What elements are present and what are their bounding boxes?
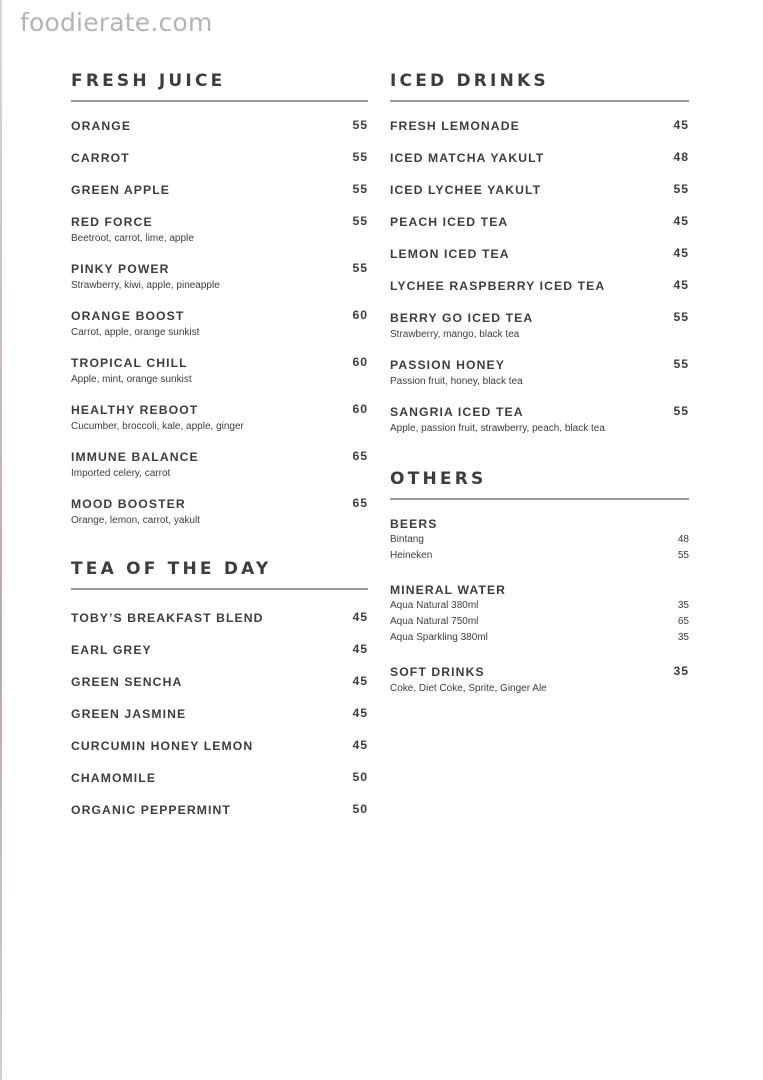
item-price: 55 <box>677 550 689 561</box>
menu-item <box>390 403 689 435</box>
item-price: 55 <box>352 150 368 164</box>
menu-item <box>71 737 368 754</box>
menu-item <box>390 117 689 134</box>
item-name: GREEN SENCHA <box>71 675 183 689</box>
group-title: SOFT DRINKS <box>390 665 485 679</box>
item-name: Heineken <box>390 550 433 561</box>
menu-item <box>71 260 368 292</box>
item-price: 65 <box>352 496 368 510</box>
menu-item <box>390 356 689 388</box>
item-price: 45 <box>352 642 368 656</box>
item-price: 48 <box>677 534 689 545</box>
item-price: 45 <box>352 706 368 720</box>
item-price: 65 <box>677 616 689 627</box>
list-item <box>390 548 689 564</box>
item-name: MOOD BOOSTER <box>71 497 186 511</box>
item-price: 50 <box>352 802 368 816</box>
menu-item <box>390 309 689 341</box>
item-name: TROPICAL CHILL <box>71 356 188 370</box>
mineral-water-group <box>390 581 689 646</box>
item-price: 50 <box>352 770 368 784</box>
menu-item <box>71 705 368 722</box>
item-name: ICED MATCHA YAKULT <box>390 151 545 165</box>
group-title: BEERS <box>390 517 438 531</box>
item-description: Apple, mint, orange sunkist <box>71 374 192 385</box>
item-price: 35 <box>677 600 689 611</box>
menu-item <box>71 448 368 480</box>
menu-item <box>390 181 689 198</box>
group-title: MINERAL WATER <box>390 583 507 597</box>
right-column <box>390 70 689 710</box>
item-price: 65 <box>352 449 368 463</box>
item-name: LEMON ICED TEA <box>390 247 510 261</box>
watermark: foodierate.com <box>20 8 213 37</box>
item-name: PASSION HONEY <box>390 358 505 372</box>
section-title: ICED DRINKS <box>390 71 549 91</box>
section-title: FRESH JUICE <box>71 71 226 91</box>
beers-group <box>390 515 689 564</box>
item-price: 35 <box>673 664 689 678</box>
list-item <box>390 532 689 548</box>
item-name: RED FORCE <box>71 215 153 229</box>
item-price: 55 <box>673 310 689 324</box>
soft-drinks-group <box>390 663 689 695</box>
section-title: OTHERS <box>390 469 487 489</box>
item-description: Beetroot, carrot, lime, apple <box>71 233 194 244</box>
menu-item <box>71 495 368 527</box>
section-divider <box>390 498 689 500</box>
item-price: 45 <box>673 214 689 228</box>
item-price: 45 <box>673 278 689 292</box>
section-title: TEA OF THE DAY <box>71 559 272 579</box>
item-name: HEALTHY REBOOT <box>71 403 199 417</box>
menu-item <box>71 401 368 433</box>
menu-item <box>71 609 368 626</box>
item-name: ORANGE <box>71 119 132 133</box>
menu-item <box>71 149 368 166</box>
page-edge <box>0 0 2 1080</box>
item-price: 55 <box>673 357 689 371</box>
menu-item <box>71 354 368 386</box>
item-name: ORGANIC PEPPERMINT <box>71 803 231 817</box>
item-description: Strawberry, mango, black tea <box>390 329 520 340</box>
menu-item <box>71 801 368 818</box>
item-name: Bintang <box>390 534 424 545</box>
menu-item <box>390 277 689 294</box>
menu-item <box>390 149 689 166</box>
item-price: 55 <box>352 182 368 196</box>
section-divider <box>390 100 689 102</box>
item-name: SANGRIA ICED TEA <box>390 405 524 419</box>
item-description: Passion fruit, honey, black tea <box>390 376 523 387</box>
item-price: 60 <box>352 402 368 416</box>
item-description: Coke, Diet Coke, Sprite, Ginger Ale <box>390 683 547 694</box>
menu-item <box>71 641 368 658</box>
item-name: LYCHEE RASPBERRY ICED TEA <box>390 279 606 293</box>
item-name: TOBY’S BREAKFAST BLEND <box>71 611 264 625</box>
iced-drinks-section <box>390 70 689 435</box>
section-divider <box>71 588 368 590</box>
item-price: 55 <box>673 404 689 418</box>
others-section <box>390 468 689 695</box>
item-price: 55 <box>352 118 368 132</box>
item-name: BERRY GO ICED TEA <box>390 311 534 325</box>
item-price: 60 <box>352 308 368 322</box>
item-name: CURCUMIN HONEY LEMON <box>71 739 254 753</box>
item-name: EARL GREY <box>71 643 152 657</box>
item-name: Aqua Natural 750ml <box>390 616 479 627</box>
item-description: Strawberry, kiwi, apple, pineapple <box>71 280 220 291</box>
item-description: Imported celery, carrot <box>71 468 171 479</box>
item-name: PINKY POWER <box>71 262 170 276</box>
menu-item <box>71 213 368 245</box>
item-name: PEACH ICED TEA <box>390 215 509 229</box>
item-price: 45 <box>352 738 368 752</box>
item-name: GREEN JASMINE <box>71 707 187 721</box>
tea-of-the-day-section <box>71 558 368 818</box>
item-price: 45 <box>352 674 368 688</box>
menu-item <box>71 673 368 690</box>
list-item <box>390 630 689 646</box>
item-name: Aqua Natural 380ml <box>390 600 479 611</box>
item-price: 48 <box>673 150 689 164</box>
menu-item <box>390 213 689 230</box>
item-price: 45 <box>352 610 368 624</box>
item-description: Cucumber, broccoli, kale, apple, ginger <box>71 421 244 432</box>
item-name: GREEN APPLE <box>71 183 171 197</box>
item-description: Orange, lemon, carrot, yakult <box>71 515 200 526</box>
menu-item <box>390 245 689 262</box>
section-divider <box>71 100 368 102</box>
item-name: Aqua Sparkling 380ml <box>390 632 488 643</box>
item-price: 55 <box>352 261 368 275</box>
menu-item <box>71 117 368 134</box>
list-item <box>390 614 689 630</box>
item-name: CHAMOMILE <box>71 771 157 785</box>
item-name: ORANGE BOOST <box>71 309 185 323</box>
item-description: Carrot, apple, orange sunkist <box>71 327 200 338</box>
menu-item <box>71 307 368 339</box>
item-price: 55 <box>352 214 368 228</box>
item-name: ICED LYCHEE YAKULT <box>390 183 542 197</box>
item-price: 60 <box>352 355 368 369</box>
item-name: IMMUNE BALANCE <box>71 450 199 464</box>
item-price: 55 <box>673 182 689 196</box>
menu-item <box>71 181 368 198</box>
item-price: 45 <box>673 246 689 260</box>
left-column <box>71 70 368 833</box>
item-name: CARROT <box>71 151 130 165</box>
fresh-juice-section <box>71 70 368 527</box>
item-name: FRESH LEMONADE <box>390 119 520 133</box>
item-price: 35 <box>677 632 689 643</box>
item-description: Apple, passion fruit, strawberry, peach, black tea <box>390 423 605 434</box>
menu-item <box>71 769 368 786</box>
item-price: 45 <box>673 118 689 132</box>
list-item <box>390 598 689 614</box>
